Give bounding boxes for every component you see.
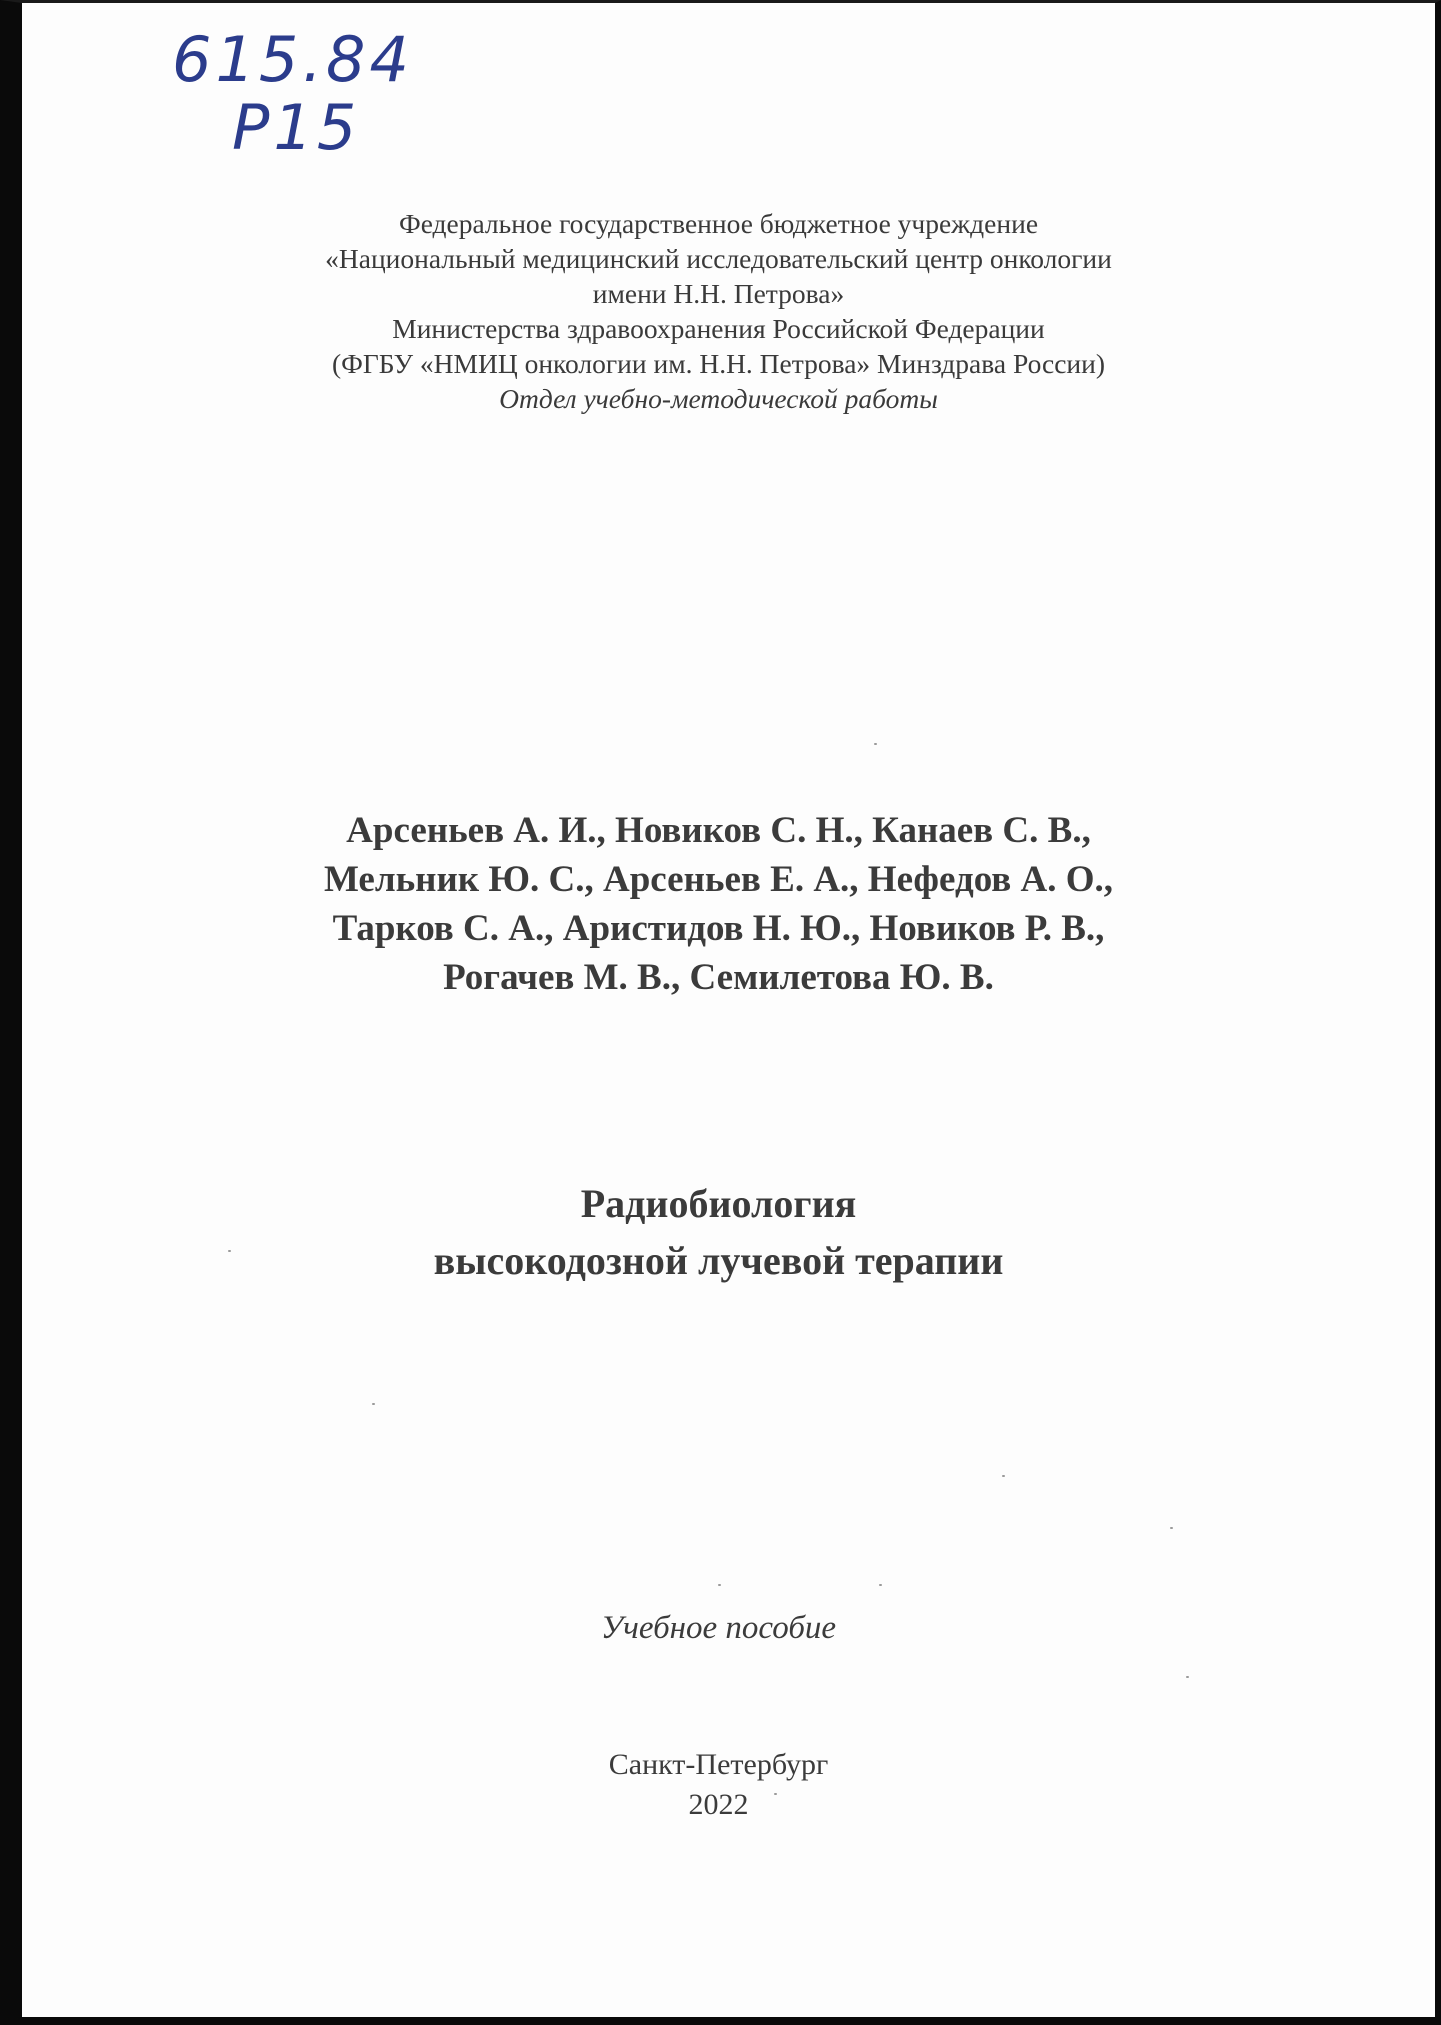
book-title: [22, 1175, 1415, 1289]
shelfmark-author-mark: Р15: [232, 91, 361, 159]
imprint-year: 2022: [688, 1788, 749, 1821]
book-title-line-2: высокодозной лучевой терапии: [433, 1238, 1004, 1283]
scan-speck: [1186, 1676, 1189, 1678]
scan-speck: [1170, 1527, 1173, 1529]
scan-speck: [874, 743, 877, 745]
scan-speck: [718, 1584, 721, 1586]
department-name: Отдел учебно-методической работы: [499, 383, 938, 414]
institution-line-4: Министерства здравоохранения Российской Федерации: [392, 313, 1045, 344]
institution-line-3: имени Н.Н. Петрова»: [592, 278, 845, 309]
document-type: Учебное пособие: [600, 1610, 837, 1646]
institution-block: [22, 206, 1415, 416]
authors-line-4: Рогачев М. В., Семилетова Ю. В.: [443, 957, 994, 998]
scan-speck: [228, 1250, 231, 1252]
title-page: [22, 3, 1435, 2017]
institution-line-5: (ФГБУ «НМИЦ онкологии им. Н.Н. Петрова» Минздрава России): [331, 348, 1106, 379]
institution-line-1: Федеральное государственное бюджетное учреждение: [398, 208, 1039, 239]
authors-block: [22, 806, 1415, 1002]
imprint-city: Санкт-Петербург: [608, 1748, 829, 1781]
shelfmark-drawing: [170, 19, 470, 159]
imprint-block: [22, 1745, 1415, 1825]
authors-line-2: Мельник Ю. С., Арсеньев Е. А., Нефедов А. О.,: [323, 859, 1113, 900]
institution-line-2: «Национальный медицинский исследовательский центр онкологии: [325, 243, 1112, 274]
authors-line-1: Арсеньев А. И., Новиков С. Н., Канаев С. В.,: [346, 810, 1091, 851]
scan-speck: [1002, 1475, 1005, 1477]
shelfmark-classification: 615.84: [172, 23, 413, 96]
scan-speck: [879, 1584, 882, 1586]
authors-line-3: Тарков С. А., Аристидов Н. Ю., Новиков Р. В.,: [332, 908, 1105, 949]
scan-speck: [774, 1793, 777, 1795]
handwritten-shelfmark: [170, 19, 470, 159]
book-title-line-1: Радиобиология: [580, 1181, 857, 1226]
scan-speck: [372, 1403, 375, 1405]
